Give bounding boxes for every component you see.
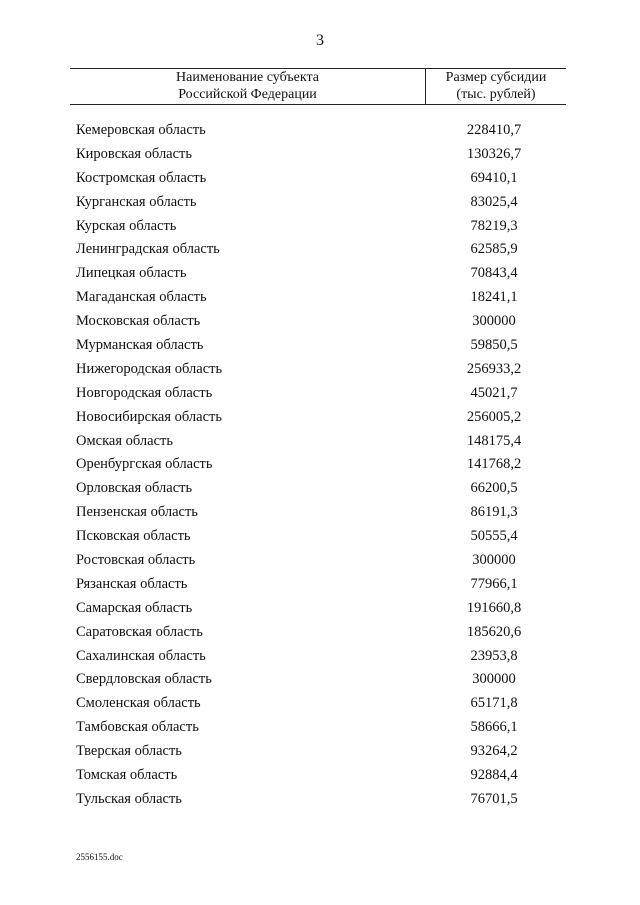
table-row — [0, 383, 640, 407]
region-name: Магаданская область — [76, 289, 207, 306]
header-region-name-line1: Наименование субъекта — [176, 70, 319, 85]
subsidy-amount: 59850,5 — [470, 337, 518, 354]
subsidy-amount: 185620,6 — [466, 623, 522, 640]
region-name: Тверская область — [76, 743, 182, 760]
region-name: Нижегородская область — [76, 360, 223, 377]
table-row — [0, 287, 640, 311]
subsidy-amount: 66200,5 — [470, 480, 518, 497]
subsidy-amount: 50555,4 — [470, 528, 518, 545]
table-row — [0, 741, 640, 765]
subsidy-amount: 148175,4 — [466, 432, 522, 449]
region-name: Сахалинская область — [76, 647, 206, 664]
table-row — [0, 144, 640, 168]
region-name: Мурманская область — [76, 337, 204, 354]
table-row — [0, 407, 640, 431]
subsidy-amount: 77966,1 — [470, 575, 518, 592]
subsidy-amount: 300000 — [472, 671, 516, 688]
table-row — [0, 669, 640, 693]
table-row — [0, 454, 640, 478]
region-name: Новосибирская область — [76, 408, 222, 425]
region-name: Костромская область — [76, 169, 207, 186]
header-region-name-line2: Российской Федерации — [178, 87, 317, 102]
region-name: Омская область — [76, 432, 173, 449]
region-name: Псковская область — [76, 528, 191, 545]
region-name: Курская область — [76, 217, 177, 234]
subsidy-amount: 23953,8 — [470, 647, 518, 664]
table-row — [0, 789, 640, 813]
subsidy-amount: 83025,4 — [470, 193, 518, 210]
subsidy-amount: 130326,7 — [466, 145, 522, 162]
table-row — [0, 216, 640, 240]
subsidy-amount: 191660,8 — [466, 599, 522, 616]
table-row — [0, 598, 640, 622]
region-name: Тамбовская область — [76, 719, 199, 736]
table-row — [0, 168, 640, 192]
subsidy-amount: 76701,5 — [470, 790, 518, 807]
table-row — [0, 526, 640, 550]
region-name: Кировская область — [76, 145, 193, 162]
footer-filename: 2556155.doc — [76, 852, 123, 862]
subsidy-amount: 256933,2 — [466, 360, 522, 377]
region-name: Тульская область — [76, 790, 182, 807]
region-name: Орловская область — [76, 480, 193, 497]
subsidy-amount: 69410,1 — [470, 169, 518, 186]
header-amount-line1: Размер субсидии — [445, 70, 547, 85]
subsidy-amount: 256005,2 — [466, 408, 522, 425]
table-row — [0, 693, 640, 717]
subsidy-amount: 92884,4 — [470, 767, 518, 784]
region-name: Липецкая область — [76, 265, 187, 282]
subsidy-amount: 62585,9 — [470, 241, 518, 258]
table-row — [0, 263, 640, 287]
table-header-subsidy-amount — [426, 69, 566, 103]
page-number: 3 — [316, 32, 324, 49]
region-name: Кемеровская область — [76, 122, 206, 138]
region-name: Томская область — [76, 767, 178, 784]
subsidy-table-body — [0, 120, 640, 813]
table-row — [0, 478, 640, 502]
table-row — [0, 431, 640, 455]
region-name: Самарская область — [76, 599, 193, 616]
header-amount-line2: (тыс. рублей) — [456, 87, 536, 102]
table-row — [0, 502, 640, 526]
region-name: Оренбургская область — [76, 456, 213, 473]
subsidy-amount: 141768,2 — [466, 456, 522, 473]
region-name: Пензенская область — [76, 504, 198, 521]
region-name: Ростовская область — [76, 552, 196, 569]
subsidy-amount: 58666,1 — [470, 719, 518, 736]
table-row — [0, 765, 640, 789]
subsidy-amount: 78219,3 — [470, 217, 518, 234]
subsidy-amount: 228410,7 — [466, 122, 522, 138]
region-name: Новгородская область — [76, 384, 213, 401]
table-row — [0, 622, 640, 646]
table-row — [0, 550, 640, 574]
table-row — [0, 192, 640, 216]
region-name: Саратовская область — [76, 623, 203, 640]
region-name: Курганская область — [76, 193, 197, 210]
table-row — [0, 335, 640, 359]
region-name: Московская область — [76, 313, 201, 330]
table-row — [0, 574, 640, 598]
region-name: Свердловская область — [76, 671, 212, 688]
region-name: Рязанская область — [76, 575, 188, 592]
subsidy-amount: 70843,4 — [470, 265, 518, 282]
table-row — [0, 359, 640, 383]
subsidy-amount: 45021,7 — [470, 384, 518, 401]
subsidy-amount: 93264,2 — [470, 743, 518, 760]
subsidy-amount: 300000 — [472, 552, 516, 569]
region-name: Смоленская область — [76, 695, 201, 712]
region-name: Ленинградская область — [76, 241, 220, 258]
table-header-bottom-rule — [70, 104, 566, 105]
table-row — [0, 311, 640, 335]
subsidy-amount: 18241,1 — [470, 289, 518, 306]
subsidy-amount: 300000 — [472, 313, 516, 330]
table-row — [0, 646, 640, 670]
table-row — [0, 239, 640, 263]
table-header-region-name — [70, 69, 425, 103]
subsidy-amount: 86191,3 — [470, 504, 518, 521]
subsidy-amount: 65171,8 — [470, 695, 518, 712]
table-row — [0, 717, 640, 741]
table-row — [0, 120, 640, 144]
